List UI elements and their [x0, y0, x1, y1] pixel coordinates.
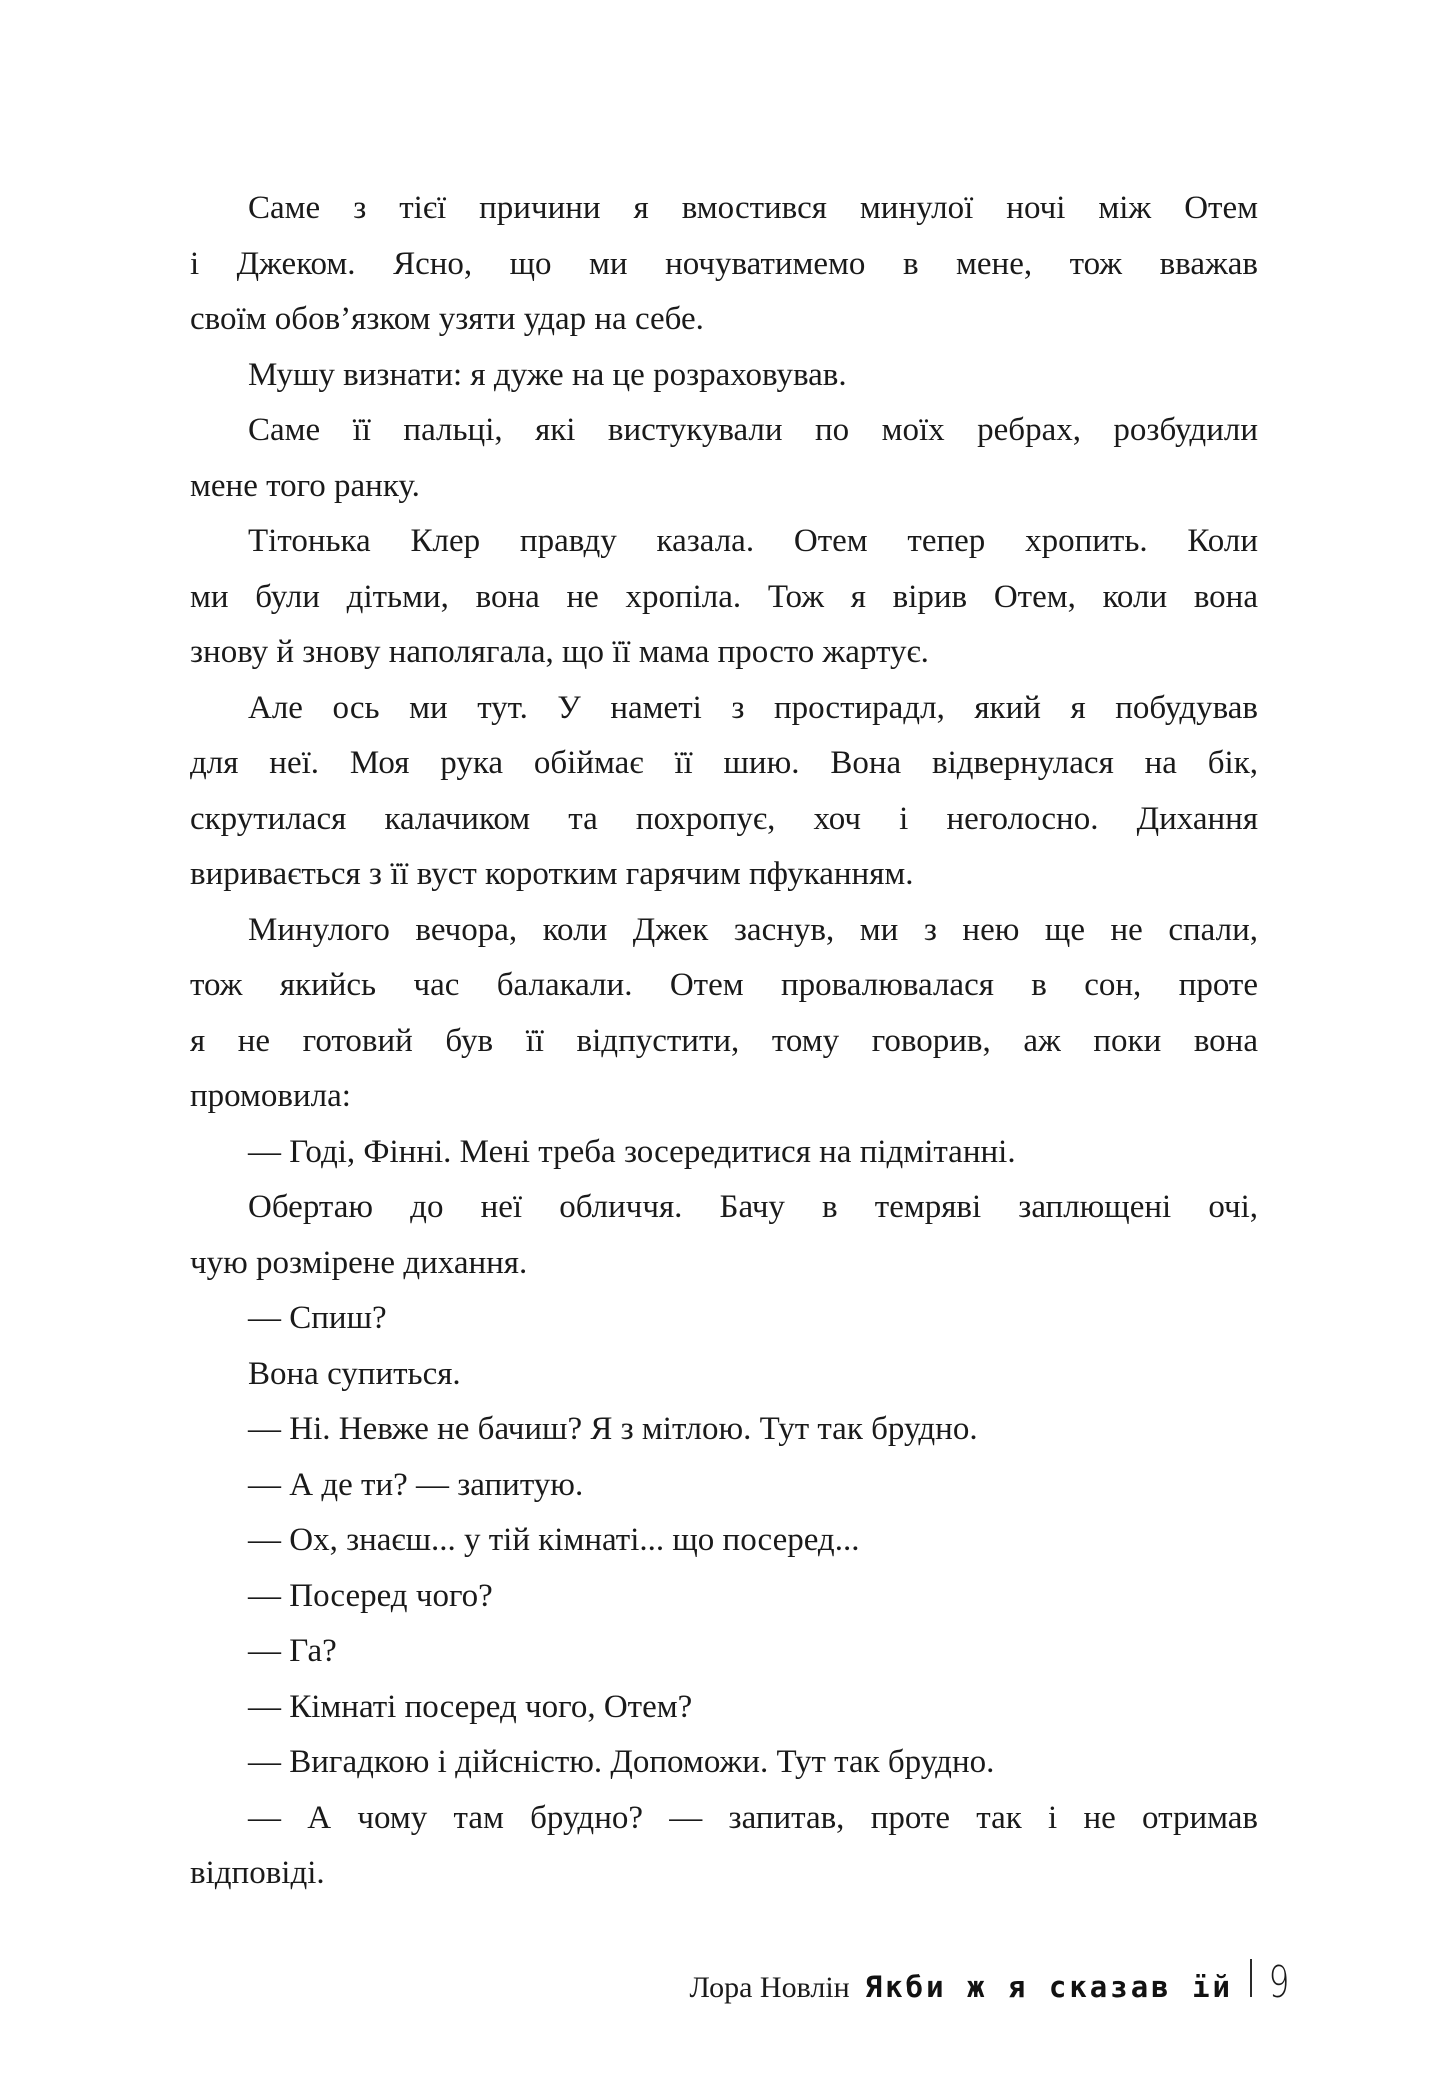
text-line: — Посеред чого?: [248, 1577, 493, 1614]
text-line: Саме з тієї причини я вмостився минулої ночі між Отем: [248, 190, 1258, 226]
text-line: знову й знову наполягала, що її мама просто жартує.: [190, 634, 929, 670]
text-line: чую розмірене дихання.: [190, 1244, 528, 1281]
text-line: я не готовий був її відпустити, тому говорив, аж поки вона: [190, 1022, 1258, 1059]
footer-author: Лора Новлін: [689, 1971, 850, 2004]
text-line: — Кімнаті посеред чого, Отем?: [248, 1688, 693, 1725]
text-line: Мушу визнати: я дуже на це розраховував.: [248, 356, 847, 393]
text-line: своїм обов’язком узяти удар на себе.: [190, 301, 704, 337]
text-line: Обертаю до неї обличчя. Бачу в темряві заплющені очі,: [248, 1189, 1258, 1225]
text-line: Саме її пальці, які вистукували по моїх ребрах, розбудили: [248, 412, 1258, 448]
text-line: Минулого вечора, коли Джек заснув, ми з нею ще не спали,: [248, 911, 1258, 948]
body-text: [190, 181, 1258, 1902]
text-line: — Спиш?: [248, 1300, 387, 1336]
text-line: Вона супиться.: [248, 1355, 461, 1392]
text-line: — Вигадкою і дійсністю. Допоможи. Тут так брудно.: [248, 1744, 995, 1780]
text-line: для неї. Моя рука обіймає її шию. Вона відвернулася на бік,: [190, 745, 1258, 781]
running-footer: [689, 1957, 1294, 2008]
text-line: Тітонька Клер правду казала. Отем тепер хропить. Коли: [248, 523, 1258, 559]
text-line: ми були дітьми, вона не хропіла. Тож я вірив Отем, коли вона: [190, 578, 1258, 615]
footer-book-title: Якби ж я сказав їй: [864, 1970, 1233, 2004]
text-line: — Га?: [248, 1633, 337, 1669]
text-line: промовила:: [190, 1078, 351, 1114]
page-number: 9: [1268, 1957, 1290, 2008]
text-line: тож якийсь час балакали. Отем провалювалася в сон, проте: [190, 967, 1258, 1003]
footer-separator-bar: [1250, 1959, 1252, 1997]
text-line: скрутилася калачиком та похропує, хоч і неголосно. Дихання: [190, 800, 1258, 837]
text-line: — Ох, знаєш... у тій кімнаті... що посеред...: [248, 1522, 860, 1558]
text-line: і Джеком. Ясно, що ми ночуватимемо в мене, тож вважав: [190, 245, 1258, 282]
text-line: — Годі, Фінні. Мені треба зосередитися на підмітанні.: [248, 1133, 1016, 1170]
text-line: — Ні. Невже не бачиш? Я з мітлою. Тут так брудно.: [248, 1411, 978, 1447]
text-line: виривається з її вуст коротким гарячим пфуканням.: [190, 856, 914, 892]
text-line: відповіді.: [190, 1855, 325, 1891]
text-line: — А де ти? — запитую.: [248, 1466, 584, 1503]
text-line: мене того ранку.: [190, 467, 420, 504]
text-line: — А чому там брудно? — запитав, проте так і не отримав: [248, 1799, 1258, 1836]
text-line: Але ось ми тут. У наметі з простирадл, який я побудував: [248, 689, 1258, 726]
